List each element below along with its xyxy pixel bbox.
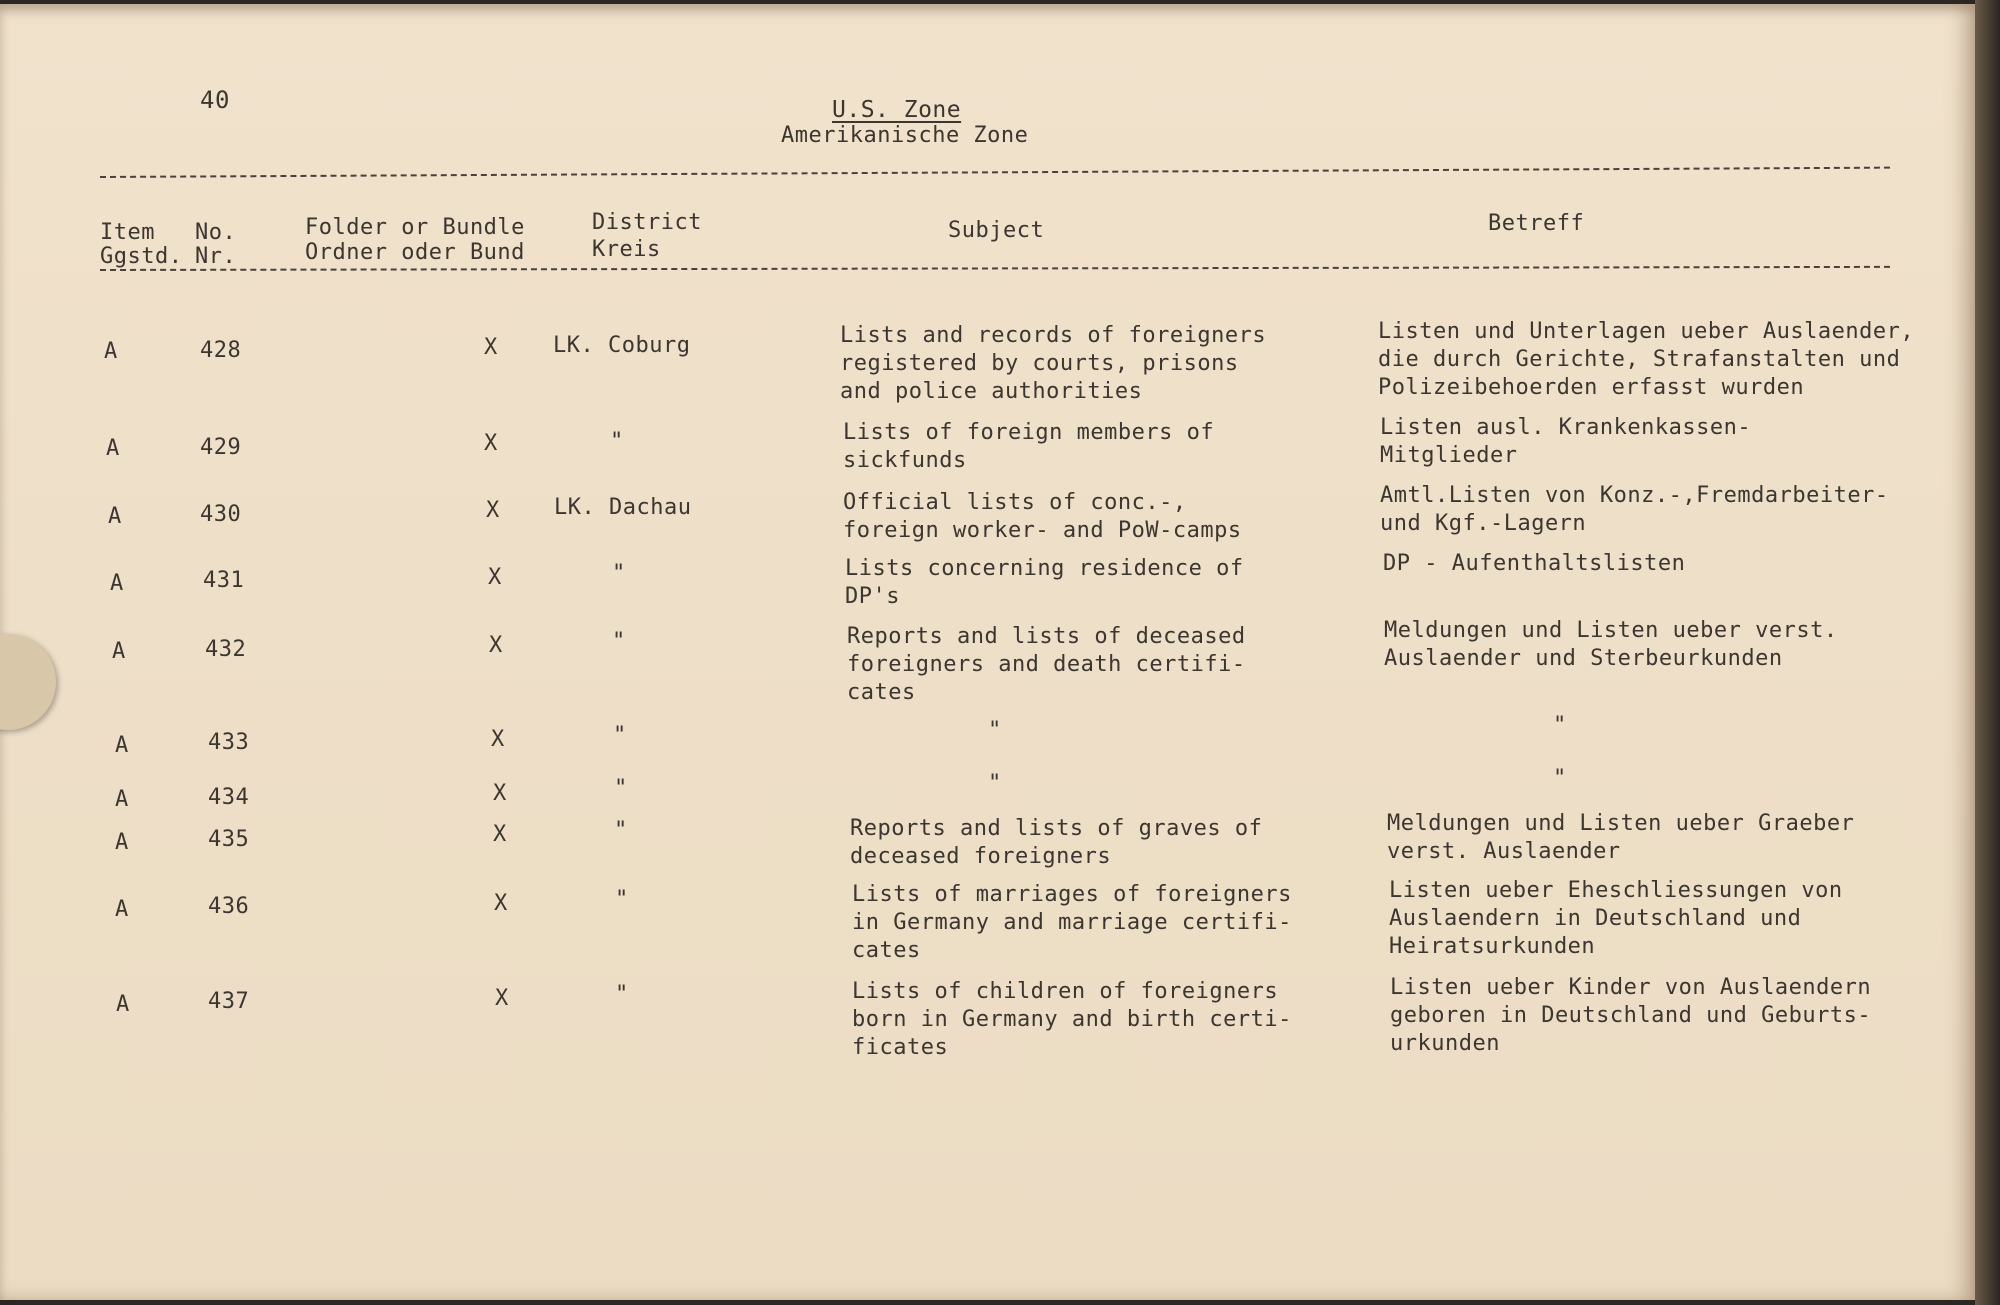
header-rule-top — [100, 167, 1890, 178]
subject-cell: Lists of foreign members of sickfunds — [843, 420, 1215, 473]
number-cell: 435 — [208, 827, 250, 852]
subject-cell: Official lists of conc.-, foreign worker- and PoW-camps — [843, 490, 1242, 543]
folder-mark: X — [494, 891, 508, 916]
item-cell: A — [116, 992, 130, 1017]
folder-mark: X — [495, 986, 509, 1011]
binder-tab — [0, 634, 56, 730]
betreff-cell: Meldungen und Listen ueber verst. Auslaender und Sterbeurkunden — [1384, 618, 1838, 671]
number-cell: 432 — [205, 637, 247, 662]
item-cell: A — [115, 787, 129, 812]
subject-cell: " — [988, 718, 1002, 743]
folder-mark: X — [493, 822, 507, 847]
subject-cell: Reports and lists of deceased foreigners and death certifi- cates — [847, 624, 1246, 705]
item-cell: A — [115, 897, 129, 922]
item-cell: A — [104, 339, 118, 364]
district-cell: " — [612, 561, 626, 586]
betreff-cell: Meldungen und Listen ueber Graeber verst. Auslaender — [1387, 811, 1855, 864]
number-cell: 428 — [200, 338, 242, 363]
item-cell: A — [108, 504, 122, 529]
header-no-de: Nr. — [195, 244, 237, 269]
header-district-de: Kreis — [592, 237, 661, 262]
item-cell: A — [110, 571, 124, 596]
district-cell: " — [612, 629, 626, 654]
header-item-en: Item — [100, 220, 155, 245]
document-page — [0, 4, 1975, 1300]
item-cell: A — [112, 639, 126, 664]
betreff-cell: Listen ausl. Krankenkassen- Mitglieder — [1380, 415, 1752, 468]
page-subtitle: Amerikanische Zone — [781, 123, 1029, 148]
district-cell: LK. Dachau — [554, 495, 692, 520]
folder-mark: X — [484, 431, 498, 456]
number-cell: 429 — [200, 435, 242, 460]
subject-cell: Lists of marriages of foreigners in Germany and marriage certifi- cates — [852, 882, 1292, 963]
binding-edge — [1975, 0, 2000, 1305]
folder-mark: X — [489, 633, 503, 658]
folder-mark: X — [488, 565, 502, 590]
betreff-cell: Amtl.Listen von Konz.-,Fremdarbeiter- und Kgf.-Lagern — [1380, 483, 1889, 536]
betreff-cell: DP - Aufenthaltslisten — [1383, 551, 1686, 576]
subject-cell: Lists and records of foreigners registered by courts, prisons and police authorities — [840, 323, 1267, 404]
folder-mark: X — [484, 335, 498, 360]
folder-mark: X — [493, 781, 507, 806]
folder-mark: X — [491, 727, 505, 752]
header-item-de: Ggstd. — [100, 244, 183, 269]
district-cell: " — [615, 982, 629, 1007]
header-folder-de: Ordner oder Bund — [305, 240, 525, 265]
betreff-cell: Listen ueber Kinder von Auslaendern geboren in Deutschland und Geburts- urkunden — [1390, 975, 1872, 1056]
page-number: 40 — [200, 86, 230, 114]
number-cell: 431 — [203, 568, 245, 593]
betreff-cell: " — [1553, 713, 1567, 738]
betreff-cell: Listen ueber Eheschliessungen von Auslaendern in Deutschland und Heiratsurkunden — [1389, 878, 1843, 959]
page-title: U.S. Zone — [832, 97, 962, 123]
district-cell: " — [610, 429, 624, 454]
header-district-en: District — [592, 210, 702, 235]
district-cell: " — [614, 776, 628, 801]
item-cell: A — [115, 733, 129, 758]
number-cell: 433 — [208, 730, 250, 755]
number-cell: 430 — [200, 502, 242, 527]
district-cell: " — [613, 723, 627, 748]
subject-cell: " — [988, 771, 1002, 796]
betreff-cell: Listen und Unterlagen ueber Auslaender, die durch Gerichte, Strafanstalten und Polizeibehoerden erfasst wurden — [1378, 319, 1915, 400]
district-cell: " — [614, 818, 628, 843]
folder-mark: X — [486, 498, 500, 523]
header-folder-en: Folder or Bundle — [305, 215, 525, 240]
item-cell: A — [106, 436, 120, 461]
number-cell: 436 — [208, 894, 250, 919]
subject-cell: Lists concerning residence of DP's — [845, 556, 1244, 609]
betreff-cell: " — [1553, 766, 1567, 791]
subject-cell: Lists of children of foreigners born in Germany and birth certi- ficates — [852, 979, 1292, 1060]
header-no-en: No. — [195, 220, 237, 245]
item-cell: A — [115, 830, 129, 855]
district-cell: LK. Coburg — [553, 333, 691, 358]
subject-cell: Reports and lists of graves of deceased foreigners — [850, 816, 1263, 869]
header-betreff: Betreff — [1488, 211, 1585, 236]
number-cell: 437 — [208, 989, 250, 1014]
district-cell: " — [615, 887, 629, 912]
header-subject: Subject — [948, 218, 1045, 243]
number-cell: 434 — [208, 785, 250, 810]
